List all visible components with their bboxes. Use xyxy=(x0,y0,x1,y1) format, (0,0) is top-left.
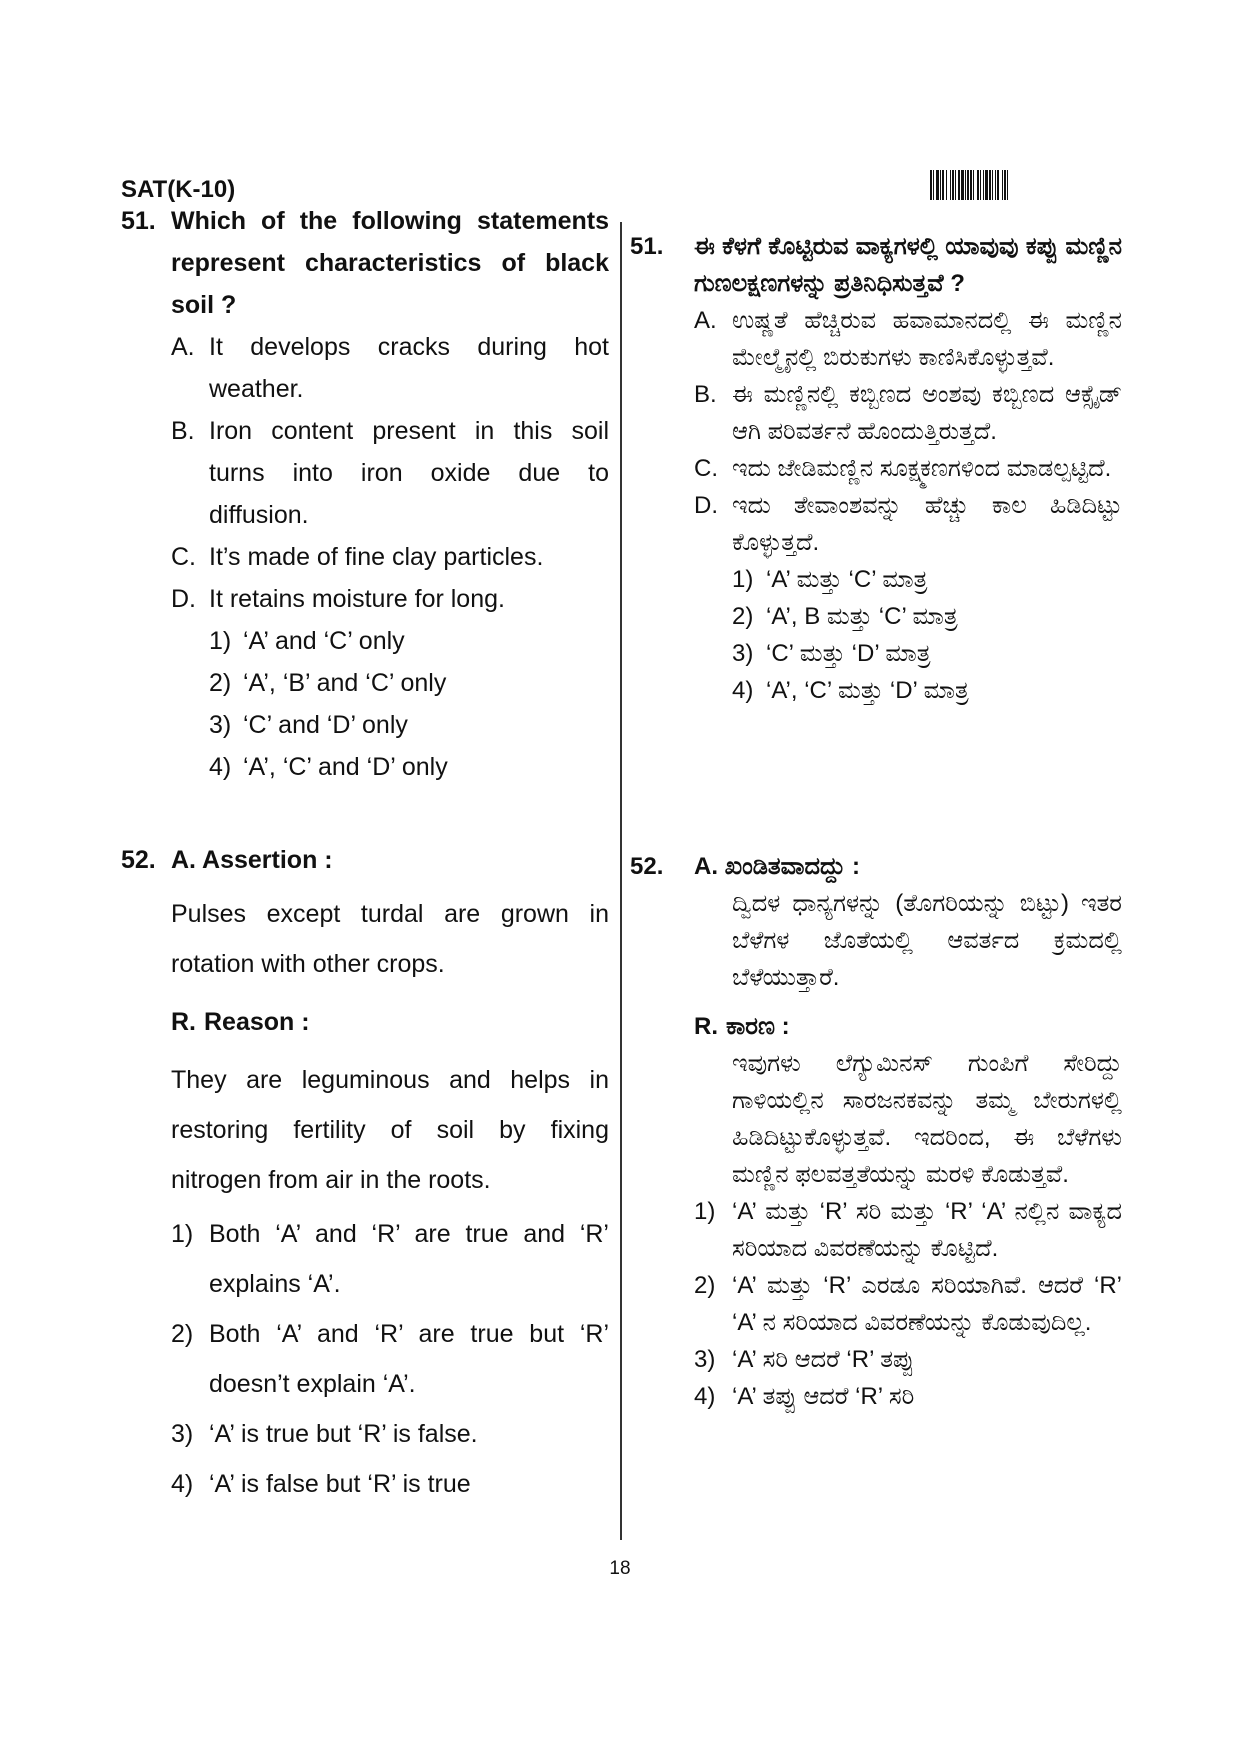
question-52-kn xyxy=(630,848,1122,1415)
statement xyxy=(694,376,1122,450)
question-text: ಈ ಕೆಳಗೆ ಕೊಟ್ಟಿರುವ ವಾಕ್ಯಗಳಲ್ಲಿ ಯಾವುವು ಕಪ್ಪು ಮಣ್ಣಿನ ಗುಣಲಕ್ಷಣಗಳನ್ನು ಪ್ರತಿನಿಧಿಸುತ್ತವೆ ? xyxy=(694,233,1122,297)
option-text: ‘A’, ‘C’ ಮತ್ತು ‘D’ ಮಾತ್ರ xyxy=(766,677,969,704)
option-text: ‘A’ ತಪ್ಪು ಆದರೆ ‘R’ ಸರಿ xyxy=(732,1383,915,1410)
option-text: ‘A’, ‘C’ and ‘D’ only xyxy=(243,753,448,781)
statement xyxy=(171,326,609,410)
option-number: 2) xyxy=(732,603,754,630)
reason-text: They are leguminous and helps in restoring fertility of soil by fixing nitrogen from air in the roots. xyxy=(171,1066,609,1194)
statement-text: It retains moisture for long. xyxy=(209,585,505,613)
option-text: ‘A’ ಮತ್ತು ‘R’ ಎರಡೂ ಸರಿಯಾಗಿವೆ. ಆದರೆ ‘R’ ‘A’ ನ ಸರಿಯಾದ ವಿವರಣೆಯನ್ನು ಕೊಡುವುದಿಲ್ಲ. xyxy=(732,1272,1122,1336)
answer-option[interactable] xyxy=(171,1459,609,1509)
option-number: 4) xyxy=(694,1383,716,1410)
option-text: ‘A’, ‘B’ and ‘C’ only xyxy=(243,669,447,697)
option-text: ‘C’ ಮತ್ತು ‘D’ ಮಾತ್ರ xyxy=(766,640,931,667)
answer-option[interactable] xyxy=(732,635,1122,672)
answer-option[interactable] xyxy=(171,1309,609,1409)
statement xyxy=(171,578,609,620)
page-header-code: SAT(K-10) xyxy=(121,176,236,203)
statement-letter: A. xyxy=(694,307,717,334)
question-number: 51. xyxy=(630,233,664,260)
answer-option[interactable] xyxy=(171,1409,609,1459)
answer-option[interactable] xyxy=(171,1209,609,1309)
option-text: ‘A’ ಸರಿ ಆದರೆ ‘R’ ತಪ್ಪು xyxy=(732,1346,915,1373)
statement xyxy=(694,450,1122,487)
answer-option[interactable] xyxy=(209,620,609,662)
question-51-en xyxy=(121,0,609,788)
option-number: 1) xyxy=(209,627,232,655)
question-text: Which of the following statements represent characteristics of black soil ? xyxy=(171,207,609,319)
answer-option[interactable] xyxy=(732,598,1122,635)
option-number: 1) xyxy=(732,566,754,593)
statement-text: ಈ ಮಣ್ಣಿನಲ್ಲಿ ಕಬ್ಬಿಣದ ಅಂಶವು ಕಬ್ಬಿಣದ ಆಕ್ಸೈಡ್ ಆಗಿ ಪರಿವರ್ತನೆ ಹೊಂದುತ್ತಿರುತ್ತದೆ. xyxy=(732,381,1122,445)
statement-text: ಇದು ತೇವಾಂಶವನ್ನು ಹೆಚ್ಚು ಕಾಲ ಹಿಡಿದಿಟ್ಟು ಕೊಳ್ಳುತ್ತದೆ. xyxy=(732,492,1122,556)
option-text: ‘A’ ಮತ್ತು ‘R’ ಸರಿ ಮತ್ತು ‘R’ ‘A’ ನಲ್ಲಿನ ವಾಕ್ಯದ ಸರಿಯಾದ ವಿವರಣೆಯನ್ನು ಕೊಟ್ಟಿದೆ. xyxy=(732,1198,1122,1262)
option-text: ‘C’ and ‘D’ only xyxy=(243,711,408,739)
assertion-letter: A. xyxy=(694,853,718,880)
option-number: 3) xyxy=(694,1346,716,1373)
option-number: 4) xyxy=(209,753,232,781)
assertion-label: Assertion : xyxy=(202,846,333,874)
question-51-kn xyxy=(630,0,1122,709)
statement-letter: B. xyxy=(694,381,717,408)
statement-text: ಇದು ಜೇಡಿಮಣ್ಣಿನ ಸೂಕ್ಷ್ಮಕಣಗಳಿಂದ ಮಾಡಲ್ಪಟ್ಟಿದೆ. xyxy=(732,455,1112,482)
statement-text: ಉಷ್ಣತೆ ಹೆಚ್ಚಿರುವ ಹವಾಮಾನದಲ್ಲಿ ಈ ಮಣ್ಣಿನ ಮೇಲ್ಮೈನಲ್ಲಿ ಬಿರುಕುಗಳು ಕಾಣಿಸಿಕೊಳ್ಳುತ್ತವೆ. xyxy=(732,307,1122,371)
statement-text: It develops cracks during hot weather. xyxy=(209,333,609,403)
option-text: ‘A’ ಮತ್ತು ‘C’ ಮಾತ್ರ xyxy=(766,566,928,593)
assertion-text: ದ್ವಿದಳ ಧಾನ್ಯಗಳನ್ನು (ತೊಗರಿಯನ್ನು ಬಿಟ್ಟು) ಇತರ ಬೆಳೆಗಳ ಜೊತೆಯಲ್ಲಿ ಆವರ್ತದ ಕ್ರಮದಲ್ಲಿ ಬೆಳೆಯುತ್ತಾರೆ. xyxy=(732,890,1122,991)
assertion-letter: A. xyxy=(171,846,196,874)
page-number: 18 xyxy=(609,1558,631,1579)
statement-text: Iron content present in this soil turns into iron oxide due to diffusion. xyxy=(209,417,609,529)
column-divider xyxy=(620,222,622,1540)
option-number: 4) xyxy=(732,677,754,704)
option-number: 4) xyxy=(171,1470,194,1498)
question-number: 52. xyxy=(630,853,664,880)
answer-option[interactable] xyxy=(694,1267,1122,1341)
option-text: ‘A’ and ‘C’ only xyxy=(243,627,405,655)
option-text: Both ‘A’ and ‘R’ are true but ‘R’ doesn’t explain ‘A’. xyxy=(209,1320,609,1398)
answer-option[interactable] xyxy=(732,672,1122,709)
option-text: ‘A’ is false but ‘R’ is true xyxy=(209,1470,471,1498)
statement xyxy=(171,410,609,536)
statement-letter: C. xyxy=(171,543,196,571)
statement-letter: D. xyxy=(694,492,718,519)
answer-option[interactable] xyxy=(209,704,609,746)
option-number: 3) xyxy=(209,711,232,739)
question-number: 52. xyxy=(121,846,156,874)
statement-letter: C. xyxy=(694,455,718,482)
reason-label: Reason : xyxy=(204,1008,310,1036)
statement xyxy=(694,487,1122,561)
option-number: 3) xyxy=(171,1420,194,1448)
statement-letter: A. xyxy=(171,333,195,361)
answer-option[interactable] xyxy=(732,561,1122,598)
reason-letter: R. xyxy=(171,1008,196,1036)
assertion-text: Pulses except turdal are grown in rotation with other crops. xyxy=(171,900,609,978)
answer-option[interactable] xyxy=(694,1341,1122,1378)
reason-letter: R. xyxy=(694,1013,718,1040)
option-number: 2) xyxy=(209,669,232,697)
option-number: 2) xyxy=(171,1320,194,1348)
option-text: ‘A’ is true but ‘R’ is false. xyxy=(209,1420,478,1448)
option-text: ‘A’, B ಮತ್ತು ‘C’ ಮಾತ್ರ xyxy=(766,603,958,630)
option-number: 1) xyxy=(171,1220,194,1248)
statement xyxy=(694,302,1122,376)
statement-text: It’s made of fine clay particles. xyxy=(209,543,544,571)
answer-option[interactable] xyxy=(694,1193,1122,1267)
option-number: 2) xyxy=(694,1272,716,1299)
statement-letter: D. xyxy=(171,585,196,613)
answer-option[interactable] xyxy=(694,1378,1122,1415)
question-52-en xyxy=(121,835,609,1509)
reason-text: ಇವುಗಳು ಲೆಗ್ಯುಮಿನಸ್ ಗುಂಪಿಗೆ ಸೇರಿದ್ದು ಗಾಳಿಯಲ್ಲಿನ ಸಾರಜನಕವನ್ನು ತಮ್ಮ ಬೇರುಗಳಲ್ಲಿ ಹಿಡಿದಿಟ್ಟುಕೊಳ್ಳುತ್ತವೆ. ಇದರಿಂದ, ಈ ಬೆಳೆಗಳು ಮಣ್ಣಿನ ಫಲವತ್ತತೆಯನ್ನು ಮರಳಿ ಕೊಡುತ್ತವೆ. xyxy=(732,1050,1122,1188)
answer-option[interactable] xyxy=(209,662,609,704)
question-number: 51. xyxy=(121,207,156,235)
option-number: 1) xyxy=(694,1198,716,1225)
answer-option[interactable] xyxy=(209,746,609,788)
option-text: Both ‘A’ and ‘R’ are true and ‘R’ explains ‘A’. xyxy=(209,1220,609,1298)
reason-label: ಕಾರಣ : xyxy=(726,1013,790,1040)
assertion-label: ಖಂಡಿತವಾದದ್ದು : xyxy=(724,853,860,880)
statement xyxy=(171,536,609,578)
option-number: 3) xyxy=(732,640,754,667)
statement-letter: B. xyxy=(171,417,195,445)
